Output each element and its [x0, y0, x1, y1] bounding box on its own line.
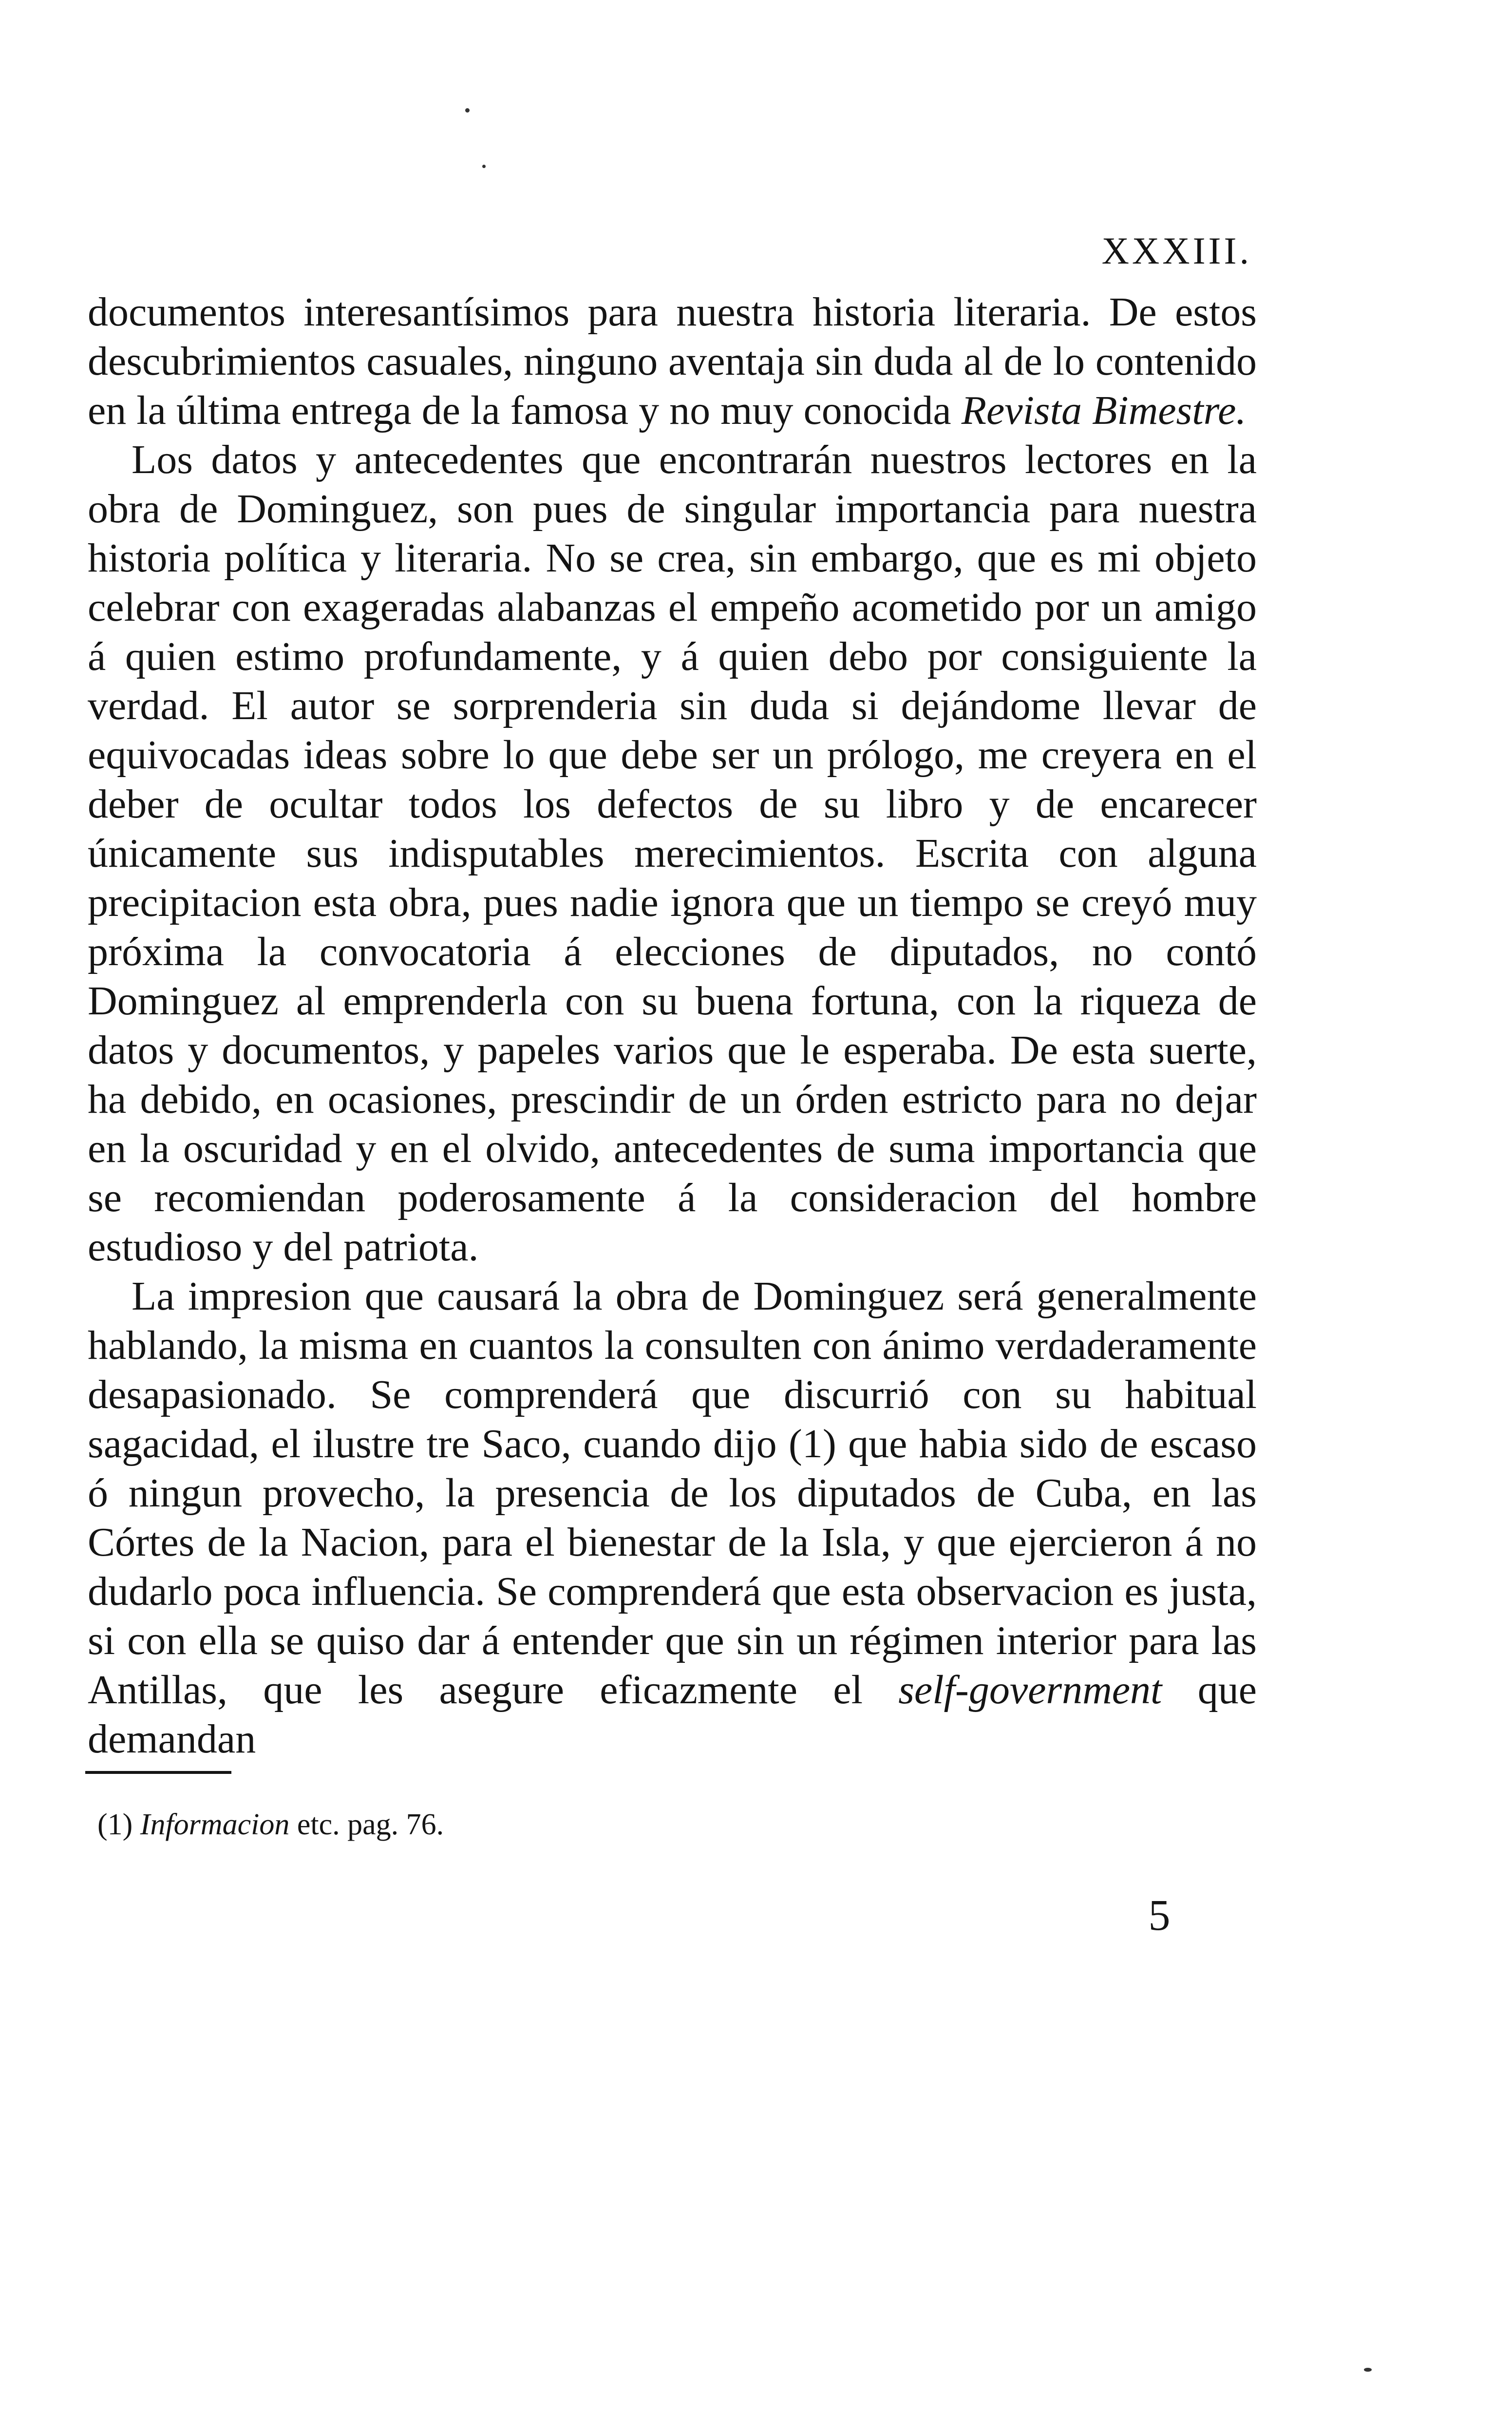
self-government-term: self-government — [898, 1667, 1162, 1713]
body-text — [88, 287, 1257, 1764]
footnote-italic: Informacion — [140, 1808, 290, 1841]
footnote-rest: etc. pag. 76. — [289, 1808, 444, 1841]
paragraph-3-text: La impresion que causará la obra de Dominguez será generalmente hablando, la misma en cuantos la consulten con ánimo verdaderamente desapasionado. Se comprenderá que discurrió con su habitual sagacidad, el ilustre tre Saco, cuando dijo (1) que habia sido de escaso ó ningun provecho, la presencia de los diputados de Cuba, en las Córtes de la Nacion, para el bienestar de la Isla, y que ejercieron á no dudarlo poca influencia. Se comprenderá que esta observacion es justa, si con ella se quiso dar á entender que sin un régimen interior para las Antillas, que les asegure eficazmente el — [88, 1274, 1257, 1713]
paragraph-1-text: documentos interesantísimos para nuestra historia literaria. De estos descubrimientos casuales, ninguno aventaja sin duda al de lo contenido en la última entrega de la famosa y no muy conocida — [88, 289, 1257, 433]
paragraph-3 — [88, 1272, 1257, 1764]
paragraph-2 — [88, 435, 1257, 1272]
paragraph-1 — [88, 287, 1257, 435]
print-speck — [1364, 2368, 1372, 2372]
journal-title: Revista Bimestre. — [961, 388, 1247, 433]
footnote — [97, 1805, 974, 1844]
footnote-marker: (1) — [97, 1808, 133, 1841]
signature-mark: 5 — [1148, 1891, 1171, 1940]
paragraph-3-tail: que demandan — [88, 1667, 1257, 1762]
page-number-header: XXXIII. — [1101, 229, 1252, 272]
footnote-rule — [85, 1771, 231, 1774]
print-speck — [482, 165, 486, 168]
paragraph-2-text: Los datos y antecedentes que encontrarán nuestros lectores en la obra de Dominguez, son pues de singular importancia para nuestra historia política y literaria. No se crea, sin embargo, que es mi objeto celebrar con exageradas alabanzas el empeño acometido por un amigo á quien estimo profundamente, y á quien debo por consiguiente la verdad. El autor se sorprenderia sin duda si dejándome llevar de equivocadas ideas sobre lo que debe ser un prólogo, me creyera en el deber de ocultar todos los defectos de su libro y de encarecer únicamente sus indisputables merecimientos. Escrita con alguna precipitacion esta obra, pues nadie ignora que un tiempo se creyó muy próxima la convocatoria á elecciones de diputados, no contó Dominguez al emprenderla con su buena fortuna, con la riqueza de datos y documentos, y papeles varios que le esperaba. De esta suerte, ha debido, en ocasiones, prescindir de un órden estricto para no dejar en la oscuridad y en el olvido, antecedentes de suma importancia que se recomiendan poderosamente á la consideracion del hombre estudioso y del patriota. — [88, 437, 1257, 1270]
print-speck — [465, 108, 470, 113]
